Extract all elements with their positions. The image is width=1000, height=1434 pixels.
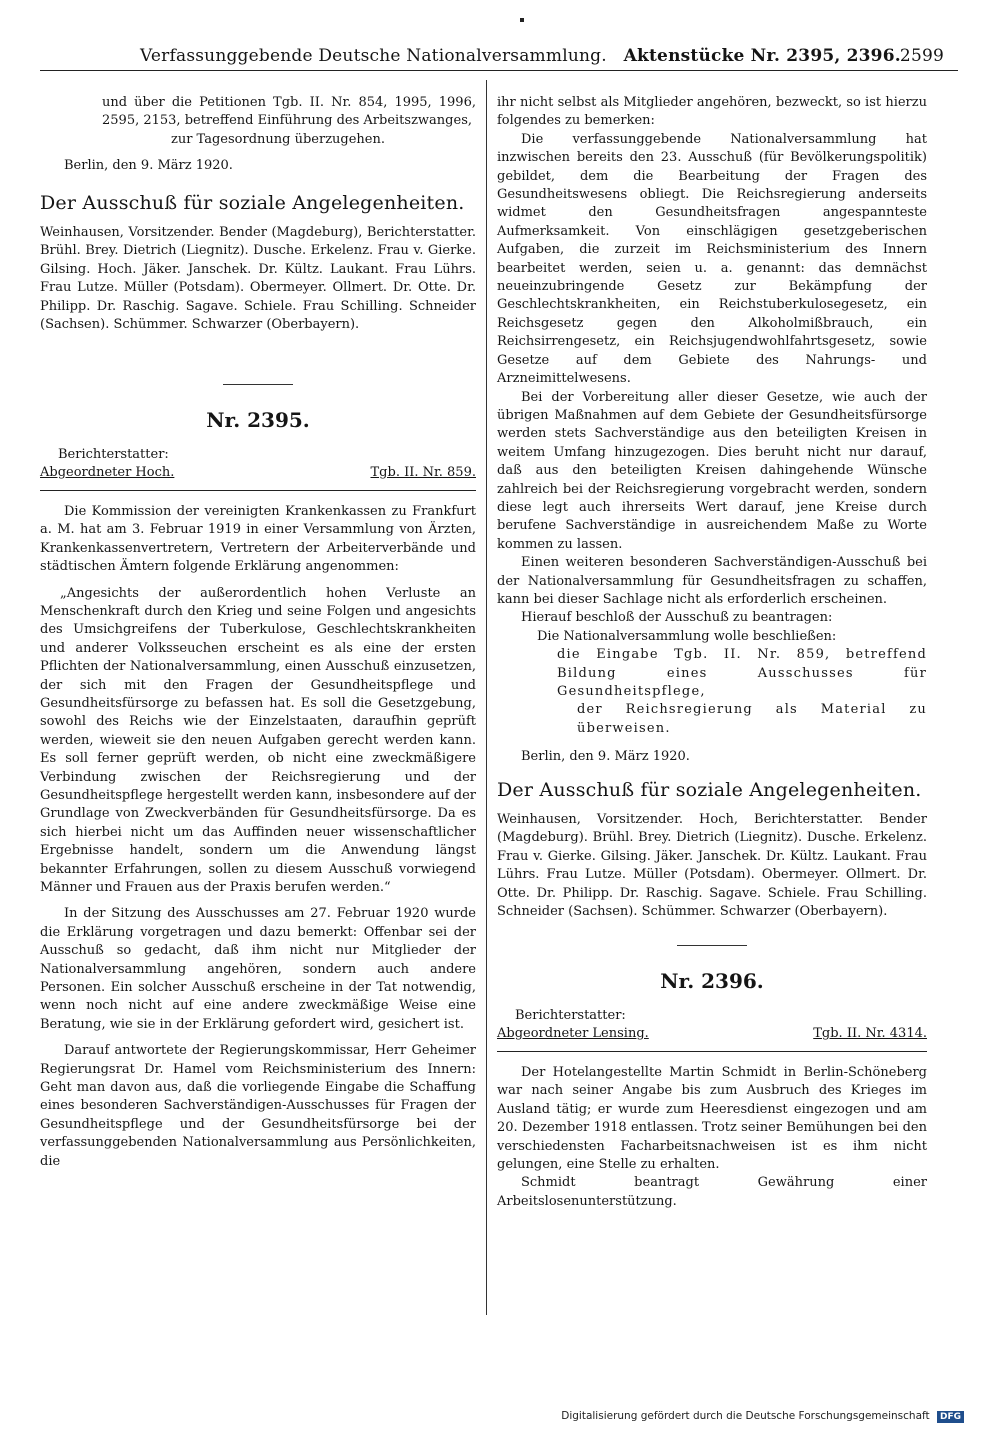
- journal-reference: Tgb. II. Nr. 4314.: [813, 1025, 927, 1041]
- credit-text: Digitalisierung gefördert durch die Deutsche Forschungsgemeinschaft: [561, 1410, 930, 1422]
- document-number: Nr. 2395.: [206, 408, 310, 433]
- reference-rule: [497, 1051, 927, 1052]
- header-documents: Aktenstücke Nr. 2395, 2396.: [623, 46, 901, 66]
- reporter: [40, 446, 174, 483]
- place-date: Berlin, den 9. März 1920.: [521, 749, 690, 765]
- header-assembly: Verfassunggebende Deutsche Nationalversammlung.: [140, 46, 607, 66]
- reporter-label: Berichterstatter:: [515, 1007, 626, 1023]
- paragraph: In der Sitzung des Ausschusses am 27. Februar 1920 wurde die Erklärung vorgetragen und dazu bemerkt: Offenbar sei der Ausschuß so gedacht, daß ihm nicht nur Mitglieder der Nationalversammlung angehören, sondern auch andere Personen. Ein solcher Ausschuß erscheine in der Tat notwendig, wenn noch nicht auf eine andere zweckmäßige Weise eine Beratung, wie sie in der Erklärung gefordert wird, gesichert ist.: [40, 906, 476, 1032]
- print-mark: [520, 18, 524, 22]
- intro-conclusion: zur Tagesordnung überzugehen.: [170, 131, 385, 147]
- document-number: Nr. 2396.: [660, 969, 764, 994]
- header-title: [140, 46, 901, 66]
- column-divider: [486, 80, 487, 1315]
- reporter-name: Abgeordneter Hoch.: [40, 465, 175, 481]
- reference-rule: [40, 490, 476, 491]
- page-number: 2599: [899, 46, 944, 66]
- reporter-line: [40, 446, 476, 486]
- reporter-line: [497, 1007, 927, 1047]
- reporter-label: Berichterstatter:: [58, 446, 169, 462]
- motion-text: die Eingabe Tgb. II. Nr. 859, betreffend Bildung eines Ausschusses für Gesundheitspflege,: [557, 647, 927, 699]
- right-column: [497, 94, 927, 1211]
- left-column: [40, 94, 476, 1171]
- section-separator: [223, 384, 293, 385]
- paragraph: Der Hotelangestellte Martin Schmidt in Berlin-Schöneberg war nach seiner Angabe bis zum Ausbruch des Krieges im Ausland tätig; er wurde zum Heeresdienst eingezogen und am 20. Dezember 1918 entlassen. Trotz seiner Bemühungen bei den verschiedensten Facharbeitsnachweisen ist es ihm nicht gelungen, eine Stelle zu erhalten.: [497, 1064, 927, 1172]
- resolution-intro: Die Nationalversammlung wolle beschließen:: [537, 628, 837, 644]
- quoted-declaration: „Angesichts der außerordentlich hohen Verluste an Menschenkraft durch den Krieg und seine Folgen und angesichts des Umsichgreifens der Tuberkulose, Geschlechtskrankheiten und anderer Volksseuchen erscheint es als eine der ersten Pflichten der Nationalversammlung, einen Ausschuß einzusetzen, der sich mit den Fragen der Gesundheitspflege und Gesundheitsfürsorge zu befassen hat. Es soll die Gesetzgebung, sowohl des Reichs wie der Einzelstaaten, daraufhin geprüft werden, wieweit sie den neuen Aufgaben gerecht werden kann. Es soll ferner geprüft werden, ob nicht eine zweckmäßigere Verbindung zwischen der Reichsregierung und der Gesundheitspflege hergestellt werden kann, insbesondere auf der Grundlage von Zweckverbänden für Gesundheitsfürsorge. Da es sich hierbei nicht um das Auffinden neuer wissenschaftlicher Ergebnisse handelt, sondern um die Anwendung längst bekannter Erfahrungen, sollen zu diesem Ausschuß vorwiegend Männer und Frauen aus der Praxis berufen werden.“: [40, 585, 476, 895]
- paragraph: ihr nicht selbst als Mitglieder angehören, bezweckt, so ist hierzu folgendes zu bemerken:: [497, 95, 927, 129]
- dfg-logo: DFG: [937, 1411, 964, 1423]
- paragraph: Die verfassunggebende Nationalversammlung hat inzwischen bereits den 23. Ausschuß (für Bevölkerungspolitik) gebildet, dem die Bearbeitung der Fragen des Gesundheitswesens obliegt. Die Reichsregierung anderseits widmet den Gesundheitsfragen angespannteste Aufmerksamkeit. Von einschlägigen gesetzgeberischen Aufgaben, die zurzeit im Reichsministerium des Innern bearbeitet werden, seien u. a. genannt: das demnächst neueinzubringende Gesetz zur Bekämpfung der Geschlechtskrankheiten, ein Reichstuberkulosegesetz, ein Reichsgesetz gegen den Alkoholmißbrauch, ein Reichsirrengesetz, ein Reichsjugendwohlfahrtsgesetz, sowie Gesetze auf dem Gebiete des Nahrungs- und Arzneimittelwesens.: [497, 131, 927, 387]
- reporter-name: Abgeordneter Lensing.: [497, 1026, 649, 1042]
- committee-title: Der Ausschuß für soziale Angelegenheiten.: [40, 191, 465, 214]
- digitization-credit: [561, 1410, 964, 1423]
- reporter: [497, 1007, 649, 1044]
- committee-title: Der Ausschuß für soziale Angelegenheiten.: [497, 778, 922, 801]
- paragraph: Die Kommission der vereinigten Krankenkassen zu Frankfurt a. M. hat am 3. Februar 1919 in einer Versammlung von Ärzten, Krankenkassenvertretern, Vertretern der Arbeiterverbände und städtischen Ämtern folgende Erklärung angenommen:: [40, 503, 476, 575]
- paragraph: Hierauf beschloß der Ausschuß zu beantragen:: [521, 610, 833, 626]
- paragraph: Schmidt beantragt Gewährung einer Arbeitslosenunterstützung.: [497, 1175, 927, 1209]
- journal-reference: Tgb. II. Nr. 859.: [370, 464, 476, 480]
- section-separator: [677, 945, 747, 946]
- motion-text: der Reichsregierung als Material zu überweisen.: [577, 702, 927, 736]
- intro-text: und über die Petitionen Tgb. II. Nr. 854, 1995, 1996, 2595, 2153, betreffend Einführung des Arbeitszwanges,: [102, 95, 476, 129]
- paragraph: Darauf antwortete der Regierungskommissar, Herr Geheimer Regierungsrat Dr. Hamel vom Reichsministerium des Innern: Geht man davon aus, daß die vorliegende Eingabe die Schaffung eines besonderen Sachverständigen-Ausschusses für Fragen der Gesundheitspflege und der Gesundheitsfürsorge bei der verfassunggebenden Nationalversammlung aus Persönlichkeiten, die: [40, 1043, 476, 1169]
- committee-members: Weinhausen, Vorsitzender. Hoch, Berichterstatter. Bender (Magdeburg). Brühl. Brey. Dietrich (Liegnitz). Dusche. Erkelenz. Frau v. Gierke. Gilsing. Jäker. Janschek. Dr. Kültz. Laukant. Frau Lührs. Frau Lutze. Müller (Potsdam). Obermeyer. Ollmert. Dr. Otte. Dr. Philipp. Dr. Raschig. Sagave. Schiele. Frau Schilling. Schneider (Sachsen). Schümmer. Schwarzer (Oberbayern).: [497, 812, 927, 920]
- committee-members: Weinhausen, Vorsitzender. Bender (Magdeburg), Berichterstatter. Brühl. Brey. Dietrich (Liegnitz). Dusche. Erkelenz. Frau v. Gierke. Gilsing. Hoch. Jäker. Janschek. Dr. Kültz. Laukant. Frau Lührs. Frau Lutze. Müller (Potsdam). Obermeyer. Ollmert. Dr. Otte. Dr. Philipp. Dr. Raschig. Sagave. Schiele. Frau Schilling. Schneider (Sachsen). Schümmer. Schwarzer (Oberbayern).: [40, 225, 476, 333]
- page-header: [40, 40, 958, 71]
- place-date: Berlin, den 9. März 1920.: [64, 158, 233, 174]
- paragraph: Einen weiteren besonderen Sachverständigen-Ausschuß bei der Nationalversammlung für Gesundheitsfragen zu schaffen, kann bei dieser Sachlage nicht als erforderlich erscheinen.: [497, 555, 927, 607]
- paragraph: Bei der Vorbereitung aller dieser Gesetze, wie auch der übrigen Maßnahmen auf dem Gebiete der Gesundheitsfürsorge werden stets Sachverständige aus den beteiligten Kreisen in weitem Umfang hinzugezogen. Dies beruht nicht nur darauf, daß aus den beteiligten Kreisen dahingehende Wünsche zahlreich bei der Reichsregierung vorgebracht werden, sondern diese legt auch ihrerseits Wert darauf, jene Kreise durch berufene Sachverständige in ausreichendem Maße zu Worte kommen zu lassen.: [497, 389, 927, 552]
